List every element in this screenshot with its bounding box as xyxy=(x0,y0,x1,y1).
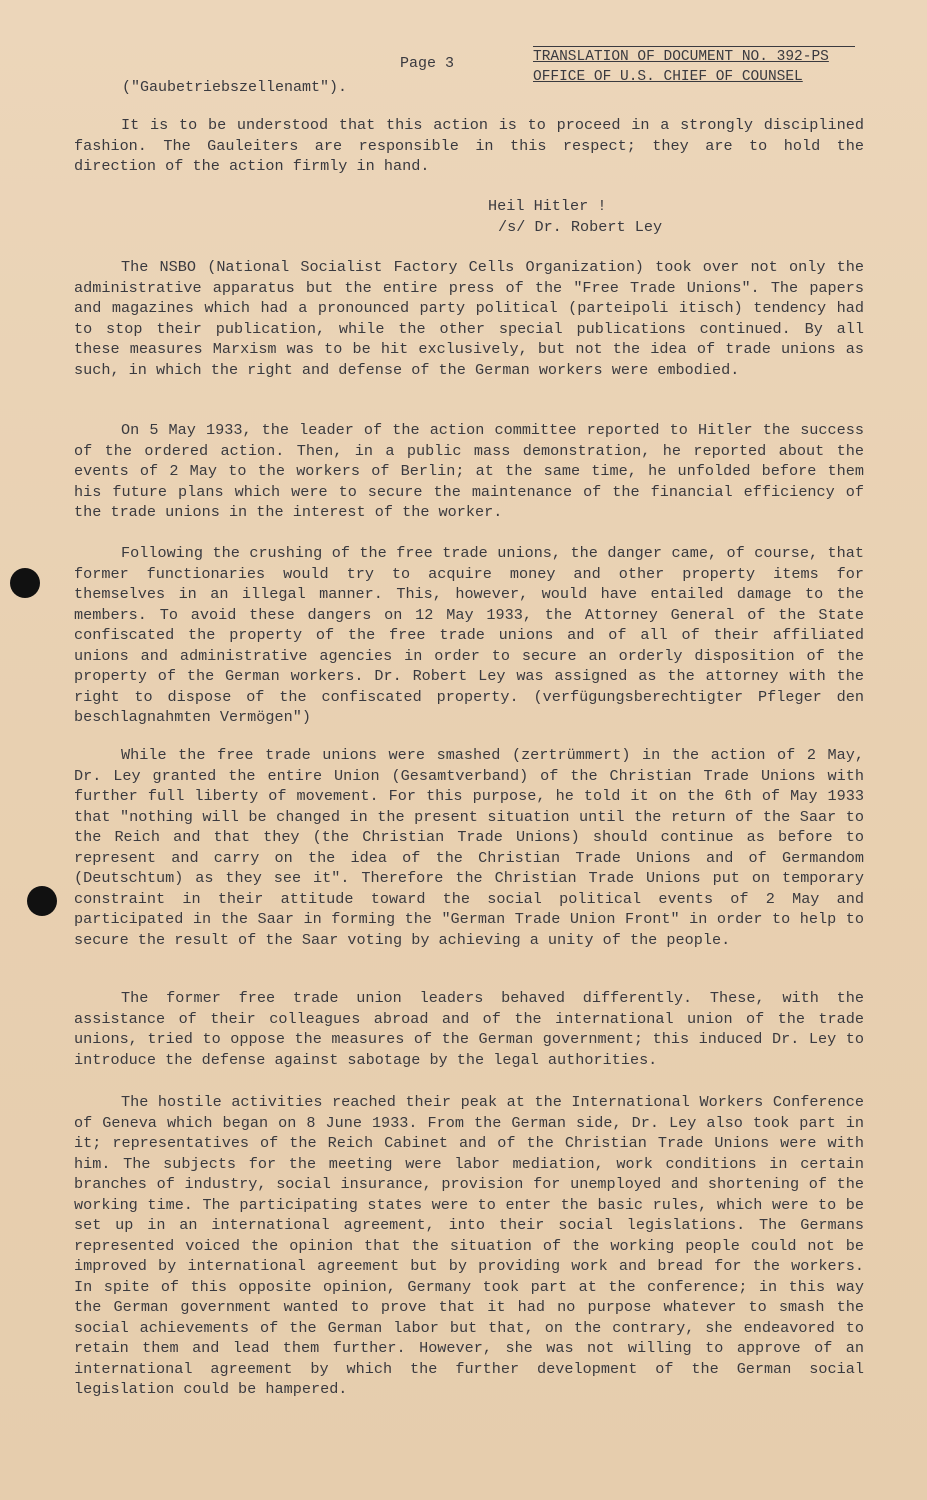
punch-hole xyxy=(10,568,40,598)
office-title: OFFICE OF U.S. CHIEF OF COUNSEL xyxy=(533,69,803,85)
page-number: Page 3 xyxy=(400,55,455,72)
paragraph: It is to be understood that this action is to proceed in a strongly disciplined fashion. The Gauleiters are responsible in this respect; they are to hold the direction of the action firmly in hand. xyxy=(74,116,864,175)
closing: Heil Hitler ! xyxy=(488,197,607,215)
paragraph: The former free trade union leaders behaved differently. These, with the assistance of their colleagues abroad and of the international union of the trade unions, tried to oppose the measures of the German government; this induced Dr. Ley to introduce the defense against sabotage by the legal authorities. xyxy=(74,989,864,1069)
paragraph: Following the crushing of the free trade unions, the danger came, of course, that former functionaries would try to acquire money and other property items for themselves in an illegal manner. This, however, would have entailed damage to the members. To avoid these dangers on 12 May 1933, the Attorney General of the State confiscated the property of the free trade unions and of all of their affiliated unions and administrative agencies in order to secure an orderly disposition of the property of the German workers. Dr. Robert Ley was assigned as the attorney with the right to dispose of the confiscated property. (verfügungsberechtigter Pfleger den beschlagnahmten Vermögen") xyxy=(74,544,864,726)
translation-title: TRANSLATION OF DOCUMENT NO. 392-PS xyxy=(533,49,829,65)
paragraph: On 5 May 1933, the leader of the action committee reported to Hitler the success of the ordered action. Then, in a public mass demonstration, he reported about the events of 2 May to the workers of Berlin; at the same time, he unfolded before them his future plans which were to secure the maintenance of the financial efficiency of the trade unions in the interest of the worker. xyxy=(74,421,864,521)
carryover-text: ("Gaubetriebszellenamt"). xyxy=(122,79,348,96)
paragraph: The NSBO (National Socialist Factory Cells Organization) took over not only the administrative apparatus but the entire press of the "Free Trade Unions". The papers and magazines which had a pronounced party political (parteipoli itisch) tendency had to stop their publication, while the other special publications continued. By all these measures Marxism was to be hit exclusively, but not the idea of trade unions as such, in which the right and defense of the German workers were embodied. xyxy=(74,258,864,379)
paragraph: While the free trade unions were smashed (zertrümmert) in the action of 2 May, Dr. Ley granted the entire Union (Gesamtverband) of the Christian Trade Unions with further full liberty of movement. For this purpose, he told it on the 6th of May 1933 that "nothing will be changed in the present situation until the return of the Saar to the Reich and that they (the Christian Trade Unions) should continue as before to represent and carry on the idea of the Christian Trade Unions and of Germandom (Deutschtum) as they see it". Therefore the Christian Trade Unions put on temporary constraint in their attitude toward the social political events of 2 May and participated in the Saar in forming the "German Trade Union Front" in order to help to secure the result of the Saar voting by achieving a unity of the people. xyxy=(74,746,864,949)
punch-hole xyxy=(27,886,57,916)
document-header xyxy=(533,46,855,87)
paragraph: The hostile activities reached their peak at the International Workers Conference of Geneva which began on 8 June 1933. From the German side, Dr. Ley also took part in it; representatives of the Reich Cabinet and of the Christian Trade Unions were with him. The subjects for the meeting were labor mediation, work conditions in certain branches of industry, social insurance, provision for unemployed and shortening of the working time. The participating states were to enter the basic rules, which were to be set up in an international agreement, into their social legislations. The Germans represented voiced the opinion that the situation of the working people could not be improved by international agreement but by providing work and bread for the workers. In spite of this opposite opinion, Germany took part at the conference; in this way the German government wanted to prove that it had no purpose whatever to smash the social achievements of the German labor but that, on the contrary, she endeavored to retain them and lead them further. However, she was not willing to approve of an international agreement by which the further development of the German social legislation could be hampered. xyxy=(74,1093,864,1398)
signer: /s/ Dr. Robert Ley xyxy=(498,218,663,236)
signature-block xyxy=(488,196,662,238)
